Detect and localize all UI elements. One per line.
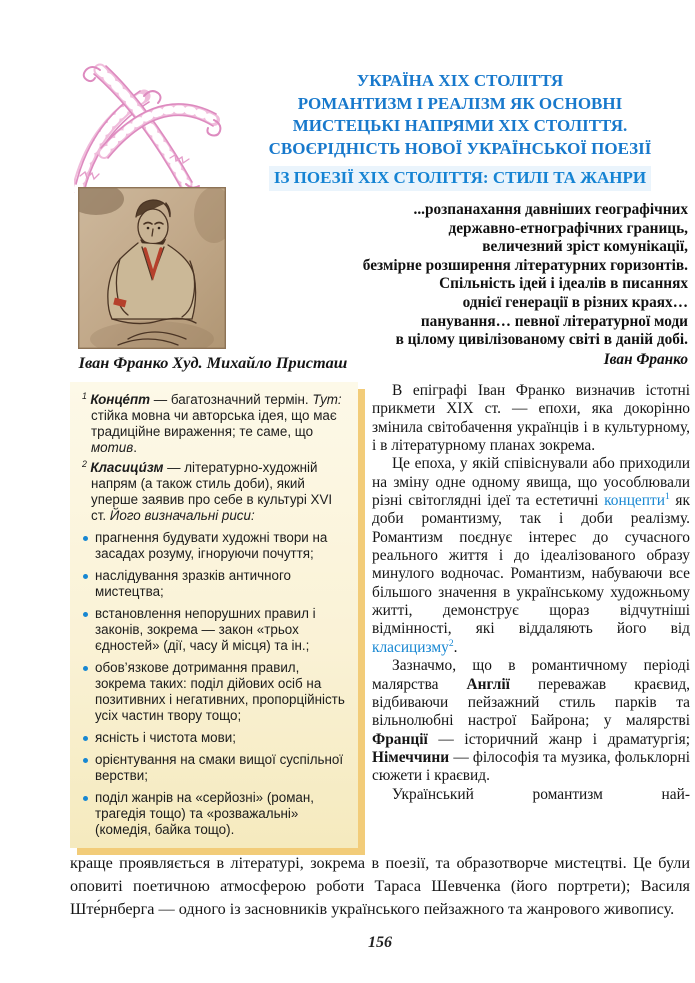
epigraph-line: панування… певної літературної моди: [420, 312, 688, 330]
paragraph: [372, 657, 690, 785]
epigraph-line: Спільність ідей і ідеалів в писаннях: [439, 275, 688, 293]
main-text-column: [372, 382, 690, 848]
definition-bullet: орієнтування на смаки вищої суспільної верстви;: [82, 752, 348, 784]
footnote-ref-link[interactable]: 1: [664, 490, 670, 502]
paragraph: [372, 382, 690, 455]
folk-ornament-decoration: [74, 58, 226, 194]
chapter-title-line: МИСТЕЦЬКІ НАПРЯМИ XIX СТОЛІТТЯ.: [292, 116, 628, 135]
definition-bullet: ясність і чистота мови;: [82, 730, 348, 746]
page-number: 156: [368, 934, 392, 952]
definitions-box: [70, 382, 358, 848]
footnote-ref-link[interactable]: класицизму: [372, 638, 449, 656]
epigraph-line: однієї генерації в різних краях…: [462, 293, 688, 311]
paragraph: [372, 455, 690, 657]
epigraph-line: ...розпанахання давніших географічних: [413, 201, 688, 218]
text-run: Його визначальні риси:: [109, 508, 255, 523]
footnote-ref-link[interactable]: 2: [448, 637, 454, 649]
epigraph-lines: [278, 201, 688, 350]
definition-bullet-list: [82, 530, 348, 838]
text-run: Франції: [372, 730, 428, 748]
text-run: 2: [82, 458, 90, 469]
text-run: переважав краєвид, відбиваючи пейзажний стиль парків та вільнолюбні настрої Байрона; у малярстві: [372, 675, 690, 730]
text-run: — багатозначний термін.: [150, 392, 313, 407]
text-run: — філософія та музика, фольклорні сюжети і краєвид.: [372, 748, 690, 785]
chapter-title-line: УКРАЇНА XIX СТОЛІТТЯ: [356, 71, 564, 90]
footnote-definitions: [82, 392, 348, 524]
text-run: Український романтизм най-: [392, 785, 690, 803]
page-content: [70, 382, 690, 952]
text-run: 1: [82, 390, 90, 401]
folk-ornament-icon: [74, 58, 226, 193]
text-run: Німеччини: [372, 748, 450, 766]
epigraph-line: в цілому цивілізованому світі в даній добі.: [395, 331, 688, 349]
definition-bullet: прагнення будувати художні твори на засадах розуму, ігноруючи почуття;: [82, 530, 348, 562]
portrait-sketch-icon: [78, 187, 226, 349]
text-run: Зазначмо, що в романтичному періоді малярства: [372, 657, 690, 693]
chapter-subtitle: ІЗ ПОЕЗІЇ XIX СТОЛІТТЯ: СТИЛІ ТА ЖАНРИ: [269, 166, 651, 191]
text-run: стійка мовна чи авторська ідея, що має традиційне вираження; те саме, що: [91, 408, 337, 439]
chapter-title-line: СВОЄРІДНІСТЬ НОВОЇ УКРАЇНСЬКОЇ ПОЕЗІЇ: [268, 138, 652, 158]
text-run: Тут:: [312, 392, 342, 407]
epigraph-author: Іван Франко: [603, 350, 688, 368]
text-run: — літературно-художній напрям (а також стиль доби), який уперше заявив про себе в культурі XVI ст.: [91, 460, 333, 523]
definition-bullet: встановлення непорушних правил і законів, зокрема — закон «трьох єдностей» (дії, часу й місця) та ін.;: [82, 606, 348, 654]
text-run: як доби романтизму, так і доби реалізму. Романтизм поєднує інтерес до сучасного реального життя і до ідеалізованого образу минулого водночас. Романтизм, набуваючи все більшого значення в українському художньому житті, демонструє щораз відчутніші відмінності, які віддаляють його від: [372, 492, 690, 638]
continuation-paragraph: краще проявляється в літературі, зокрема в поезії, та образотворче мистецтві. Це були оповиті поетичною атмосферою роботи Тараса Шевченка (його портрети); Василя Ште́рнберга — одного із засновників українського пейзажного та жанрового живопису.: [70, 854, 690, 918]
franko-portrait-image: [78, 187, 226, 349]
paragraph: [372, 786, 690, 804]
portrait-caption: Іван Франко Худ. Михайло Присташ: [78, 353, 348, 372]
chapter-title-line: РОМАНТИЗМ І РЕАЛІЗМ ЯК ОСНОВНІ: [297, 93, 623, 113]
text-run: Це епоха, у якій співіснували або приходили на зміну одне одному явища, що уособлювали різні світоглядні ідеї та естетичні: [372, 455, 690, 510]
definition-bullet: обов’язкове дотримання правил, зокрема таких: поділ дійових осіб на позитивних і негативних, пропорційність усіх частин твору тощо;: [82, 660, 348, 724]
text-run: — історичний жанр і драматургія;: [427, 730, 690, 748]
epigraph-line: державно-етнографічних границь,: [448, 219, 688, 237]
epigraph-line: величезний зріст комунікації,: [482, 238, 688, 256]
footnote-definition: [82, 392, 348, 456]
footnote-definition: [82, 460, 348, 524]
text-run: .: [453, 638, 458, 656]
text-run: В епіграфі Іван Франко визначив істотні прикмети XIX ст. — епохи, яка докорінно змінила світобачення українців і в культурному, і в літературному планах зокрема.: [372, 382, 690, 455]
footnote-ref-link[interactable]: концепти: [604, 492, 665, 510]
chapter-title: [230, 70, 690, 191]
text-run: Класици́зм: [90, 460, 164, 475]
text-run: мотив: [91, 440, 134, 455]
chapter-title-lines: [230, 70, 690, 160]
epigraph-line: безмірне розширення літературних горизонтів.: [362, 256, 688, 274]
epigraph: [278, 201, 688, 369]
definition-bullet: наслідування зразків античного мистецтва;: [82, 568, 348, 600]
text-run: Англії: [466, 675, 510, 693]
content-columns: [70, 382, 690, 848]
text-run: Конце́пт: [90, 392, 151, 407]
definition-bullet: поділ жанрів на «серйозні» (роман, трагедія тощо) та «розважальні» (комедія, байка тощо).: [82, 790, 348, 838]
text-run: .: [133, 440, 137, 455]
